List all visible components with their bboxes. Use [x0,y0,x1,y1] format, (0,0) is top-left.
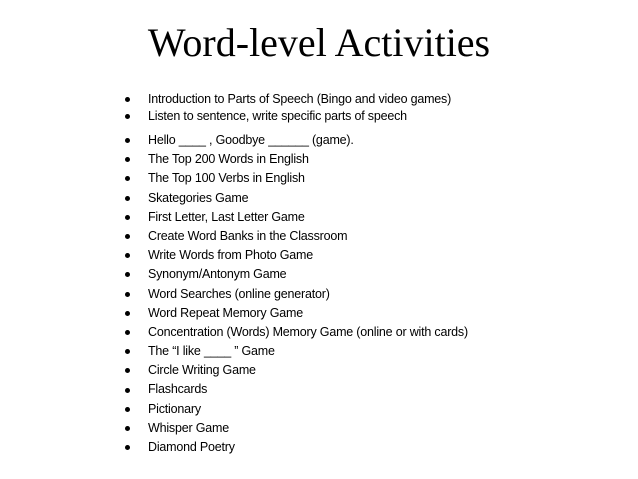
bullet-icon [125,292,130,297]
bullet-icon [125,272,130,277]
bullet-icon [125,114,130,119]
list-item [124,361,468,380]
list-item-text: The Top 100 Verbs in English [148,171,305,186]
list-item-text: Skategories Game [148,190,249,205]
bullet-icon [125,388,130,393]
list-item [124,246,468,265]
list-item-text: Diamond Poetry [148,440,235,454]
bullet-icon [125,196,130,201]
list-item [124,265,468,284]
list-item [124,131,468,150]
list-item [124,380,468,399]
bullet-icon [125,311,130,316]
list-item-text: The Top 200 Words in English [148,152,309,167]
list-item-text: Listen to sentence, write specific parts of speech [148,109,407,123]
bullet-icon [125,157,130,162]
list-item-text: Word Repeat Memory Game [148,305,303,320]
list-item-text: The “I like ____ ” Game [148,344,275,359]
list-item [124,342,468,361]
list-item-text: Flashcards [148,382,208,397]
list-item-text: Concentration (Words) Memory Game (online or with cards) [148,324,468,339]
bullet-icon [125,215,130,220]
list-item [124,400,468,419]
list-item-text: Introduction to Parts of Speech (Bingo and video games) [148,92,452,106]
bullet-icon [125,234,130,239]
bullet-icon [125,368,130,373]
list-item-text: Pictionary [148,401,201,416]
list-item-text: Word Searches (online generator) [148,286,330,301]
list-item [124,189,468,208]
bullet-icon [125,97,130,102]
list-item-text: Whisper Game [148,420,229,435]
list-item [124,208,468,227]
list-item [124,169,468,188]
list-item-text: Circle Writing Game [148,363,256,378]
list-item [124,438,468,457]
list-item [124,285,468,304]
slide-title: Word-level Activities [147,20,491,65]
list-item [124,91,468,108]
list-item-text: Hello ____ , Goodbye ______ (game). [148,133,354,147]
list-item-text: Synonym/Antonym Game [148,267,287,282]
list-item-text: Write Words from Photo Game [148,248,314,263]
bullet-icon [125,330,130,335]
bullet-icon [125,349,130,354]
list-item-text: Create Word Banks in the Classroom [148,228,348,243]
bullet-icon [125,426,130,431]
list-item [124,150,468,169]
list-item [124,227,468,246]
bullet-icon [125,407,130,412]
bullet-icon [125,445,130,450]
activity-list [124,91,468,457]
list-item [124,304,468,323]
bullet-icon [125,138,130,143]
list-item [124,323,468,342]
bullet-icon [125,176,130,181]
list-item-text: First Letter, Last Letter Game [148,209,305,224]
list-item [124,108,468,125]
bullet-icon [125,253,130,258]
list-item [124,419,468,438]
